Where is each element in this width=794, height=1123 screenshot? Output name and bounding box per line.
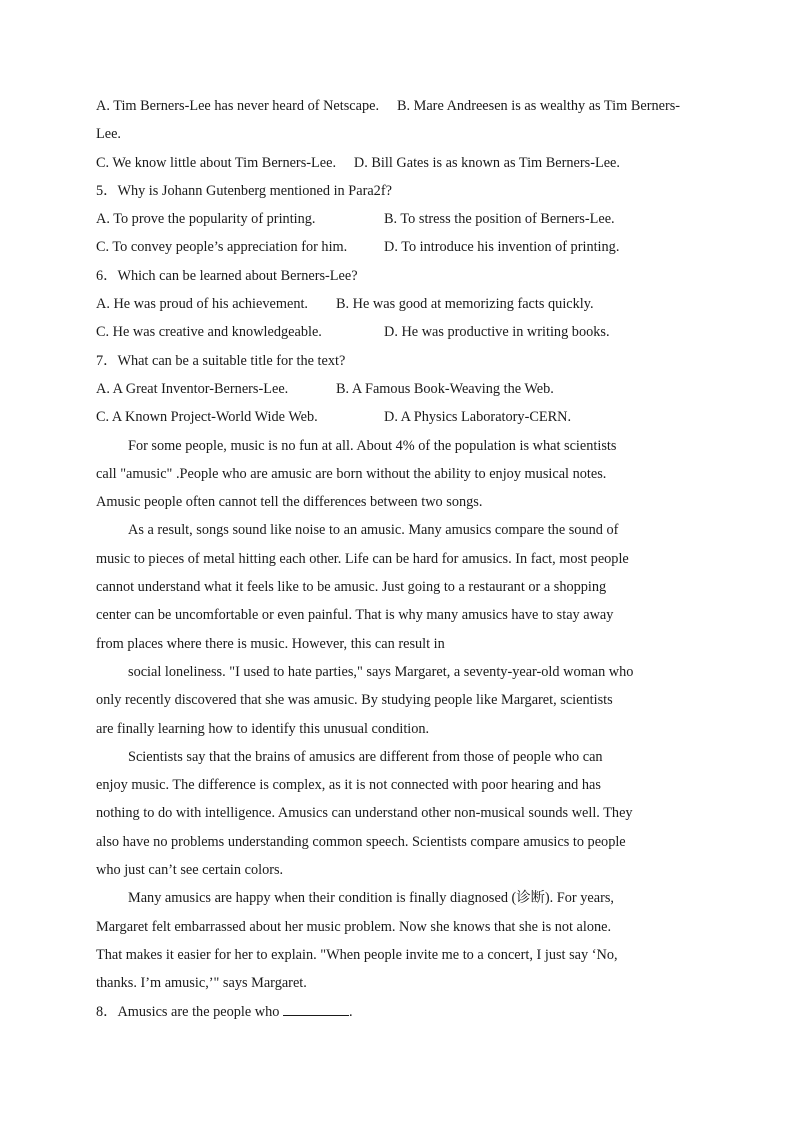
- q6-options-cd: [96, 318, 698, 346]
- passage-line: also have no problems understanding common speech. Scientists compare amusics to people: [96, 833, 626, 850]
- passage-line: center can be uncomfortable or even painful. That is why many amusics have to stay away: [96, 607, 614, 624]
- q4-option-a: A. Tim Berners-Lee has never heard of Netscape.: [96, 98, 380, 114]
- passage-line: call "amusic" .People who are amusic are born without the ability to enjoy musical notes.: [96, 465, 607, 482]
- q6-option-a: A. He was proud of his achievement.: [96, 296, 309, 313]
- q5-options-cd: [96, 233, 698, 261]
- passage-line: only recently discovered that she was amusic. By studying people like Margaret, scientists: [96, 692, 613, 709]
- passage-line: thanks. I’m amusic,’" says Margaret.: [96, 975, 307, 992]
- passage-line: enjoy music. The difference is complex, as it is not connected with poor hearing and has: [96, 777, 601, 794]
- q7-option-c: C. A Known Project-World Wide Web.: [96, 409, 318, 426]
- passage-line: Amusic people often cannot tell the differences between two songs.: [96, 494, 483, 511]
- q7-options-cd: [96, 403, 698, 431]
- passage-line: from places where there is music. However, this can result in: [96, 635, 445, 652]
- q6-option-d: D. He was productive in writing books.: [384, 324, 610, 341]
- question-8: [96, 998, 698, 1026]
- q8-period: .: [349, 1003, 353, 1020]
- q6-option-b: B. He was good at memorizing facts quickly.: [336, 296, 594, 313]
- q5-option-b: B. To stress the position of Berners-Lee.: [384, 211, 615, 228]
- answer-blank: [283, 1003, 349, 1016]
- passage-line: For some people, music is no fun at all. About 4% of the population is what scientists: [128, 437, 617, 454]
- q7-option-a: A. A Great Inventor-Berners-Lee.: [96, 380, 289, 397]
- q8-stem: 8．Amusics are the people who: [96, 1003, 280, 1020]
- passage-line: That makes it easier for her to explain. "When people invite me to a concert, I just say ‘No,: [96, 946, 618, 963]
- passage-paragraph-3: [96, 658, 698, 743]
- q5-options-ab: [96, 205, 698, 233]
- passage-line: Many amusics are happy when their condition is finally diagnosed (诊断). For years,: [128, 890, 614, 907]
- q7-option-d: D. A Physics Laboratory-CERN.: [384, 409, 572, 426]
- passage-line: social loneliness. "I used to hate parties," says Margaret, a seventy-year-old woman who: [128, 663, 634, 680]
- q7-option-b: B. A Famous Book-Weaving the Web.: [336, 380, 554, 397]
- question-7: [96, 347, 698, 432]
- q6-options-ab: [96, 290, 698, 318]
- passage-line: who just can’t see certain colors.: [96, 862, 284, 879]
- question-5: [96, 177, 698, 262]
- q5-option-c: C. To convey people’s appreciation for him.: [96, 239, 348, 256]
- q6-stem: 6．Which can be learned about Berners-Lee?: [96, 267, 358, 284]
- passage-line: nothing to do with intelligence. Amusics can understand other non-musical sounds well. They: [96, 805, 633, 822]
- passage-line: Margaret felt embarrassed about her music problem. Now she knows that she is not alone.: [96, 918, 612, 935]
- q5-stem: 5．Why is Johann Gutenberg mentioned in Para2f?: [96, 182, 392, 199]
- passage-line: Scientists say that the brains of amusics are different from those of people who can: [128, 748, 603, 765]
- passage-paragraph-4: [96, 743, 698, 884]
- passage-paragraph-5: [96, 884, 698, 997]
- q4-option-c: C. We know little about Tim Berners-Lee.: [96, 154, 337, 171]
- passage-paragraph-2: [96, 516, 698, 657]
- q4-option-d: D. Bill Gates is as known as Tim Berners-Lee.: [353, 154, 620, 171]
- q4-option-b: B. Mare Andreesen is as wealthy as Tim Berners-Lee.: [96, 98, 681, 143]
- q6-option-c: C. He was creative and knowledgeable.: [96, 324, 322, 341]
- passage-line: cannot understand what it feels like to be amusic. Just going to a restaurant or a shopping: [96, 579, 607, 596]
- page-content: [96, 92, 698, 1026]
- q4-options-ab: [96, 92, 698, 149]
- q7-stem: 7．What can be a suitable title for the text?: [96, 352, 346, 369]
- passage-line: music to pieces of metal hitting each other. Life can be hard for amusics. In fact, most people: [96, 550, 629, 567]
- passage-line: are finally learning how to identify this unusual condition.: [96, 720, 430, 737]
- question-6: [96, 262, 698, 347]
- q4-options-cd: [96, 149, 698, 177]
- passage-paragraph-1: [96, 432, 698, 517]
- q5-option-a: A. To prove the popularity of printing.: [96, 211, 316, 228]
- q4-options: [96, 92, 698, 177]
- q5-option-d: D. To introduce his invention of printing.: [384, 239, 620, 256]
- passage-line: As a result, songs sound like noise to an amusic. Many amusics compare the sound of: [128, 522, 619, 539]
- q7-options-ab: [96, 375, 698, 403]
- reading-passage: [96, 432, 698, 998]
